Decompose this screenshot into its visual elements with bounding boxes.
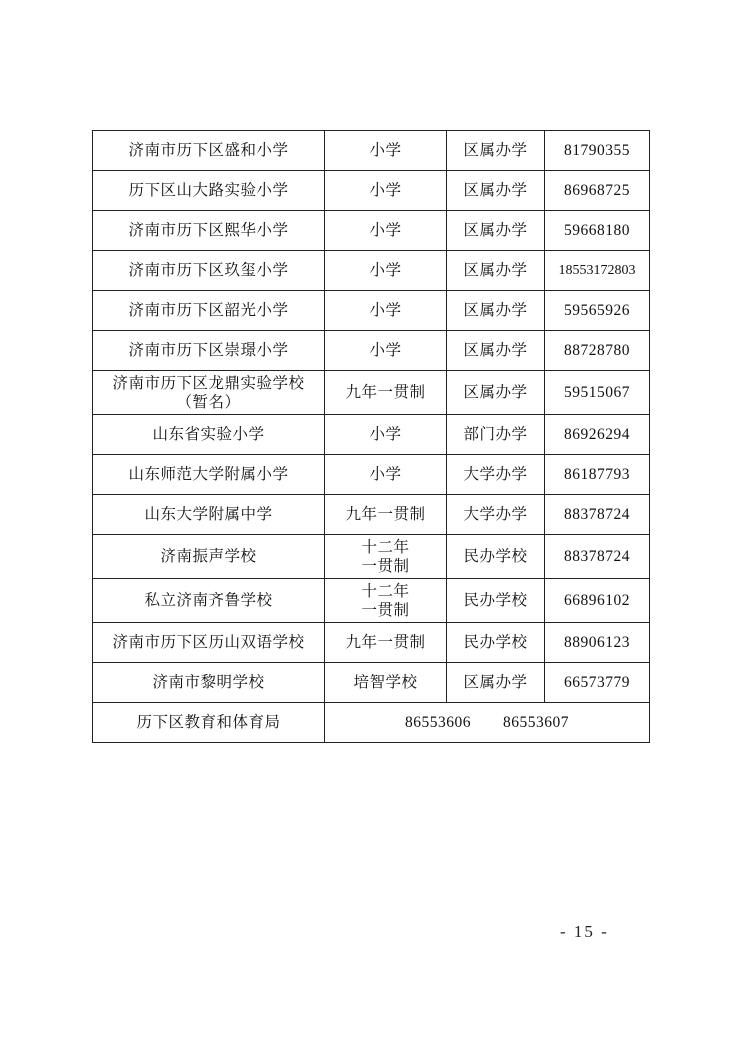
phone-number-cell: 81790355 <box>545 131 650 171</box>
school-kind-cell: 民办学校 <box>447 579 545 623</box>
school-type-line: 小学 <box>369 425 402 443</box>
bureau-row <box>93 703 650 743</box>
school-type-cell <box>325 171 447 211</box>
school-name-cell <box>93 251 325 291</box>
school-type-cell <box>325 291 447 331</box>
table-row <box>93 495 650 535</box>
school-type-line: 一贯制 <box>361 600 410 619</box>
page-number: - 15 - <box>560 922 609 941</box>
school-name-line: 济南市历下区龙鼎实验学校 <box>112 373 305 392</box>
school-type-line: 九年一贯制 <box>345 505 426 523</box>
table-row <box>93 251 650 291</box>
phone-number-cell: 88728780 <box>545 331 650 371</box>
school-kind-cell: 区属办学 <box>447 291 545 331</box>
school-type-cell <box>325 623 447 663</box>
phone-number-cell: 86968725 <box>545 171 650 211</box>
school-name-line: （暂名） <box>176 392 241 411</box>
school-name-cell <box>93 663 325 703</box>
school-name-cell <box>93 291 325 331</box>
school-name-cell <box>93 535 325 579</box>
school-name-line: 山东省实验小学 <box>152 425 265 443</box>
school-type-cell <box>325 331 447 371</box>
table-row <box>93 535 650 579</box>
school-kind-cell: 区属办学 <box>447 251 545 291</box>
school-type-cell <box>325 251 447 291</box>
school-type-line: 十二年 <box>361 581 410 600</box>
school-name-line: 山东大学附属中学 <box>144 505 273 523</box>
school-kind-cell: 大学办学 <box>447 455 545 495</box>
school-contact-table <box>92 130 650 743</box>
school-name-cell <box>93 455 325 495</box>
phone-number-cell: 59515067 <box>545 371 650 415</box>
school-type-line: 小学 <box>369 221 402 239</box>
school-type-cell <box>325 579 447 623</box>
table-row <box>93 415 650 455</box>
phone-number-cell: 88378724 <box>545 495 650 535</box>
school-type-cell <box>325 663 447 703</box>
school-name-cell <box>93 371 325 415</box>
school-type-cell <box>325 415 447 455</box>
school-kind-cell: 部门办学 <box>447 415 545 455</box>
school-type-cell <box>325 495 447 535</box>
school-type-line: 小学 <box>369 141 402 159</box>
table-body <box>93 131 650 743</box>
phone-number-cell: 66896102 <box>545 579 650 623</box>
table-row <box>93 291 650 331</box>
bureau-phone-number: 86553607 <box>503 714 569 731</box>
school-name-line: 济南振声学校 <box>160 547 257 565</box>
phone-number-cell: 18553172803 <box>545 251 650 291</box>
table-row <box>93 171 650 211</box>
school-name-line: 济南市黎明学校 <box>152 673 265 691</box>
school-type-cell <box>325 211 447 251</box>
school-type-cell <box>325 455 447 495</box>
phone-number-cell: 86187793 <box>545 455 650 495</box>
bureau-name-cell: 历下区教育和体育局 <box>93 703 325 743</box>
school-name-cell <box>93 171 325 211</box>
school-kind-cell: 大学办学 <box>447 495 545 535</box>
school-type-line: 一贯制 <box>361 556 410 575</box>
table-row <box>93 663 650 703</box>
phone-number-cell: 66573779 <box>545 663 650 703</box>
school-kind-cell: 区属办学 <box>447 371 545 415</box>
school-name-cell <box>93 415 325 455</box>
school-name-cell <box>93 331 325 371</box>
school-type-line: 小学 <box>369 301 402 319</box>
school-name-cell <box>93 579 325 623</box>
school-name-line: 私立济南齐鲁学校 <box>144 591 273 609</box>
school-type-line: 九年一贯制 <box>345 383 426 401</box>
school-name-cell <box>93 211 325 251</box>
school-type-line: 小学 <box>369 465 402 483</box>
table-row <box>93 579 650 623</box>
school-name-cell <box>93 131 325 171</box>
school-name-cell <box>93 495 325 535</box>
table-row <box>93 211 650 251</box>
table-row <box>93 455 650 495</box>
school-kind-cell: 区属办学 <box>447 331 545 371</box>
school-kind-cell: 民办学校 <box>447 535 545 579</box>
school-type-line: 九年一贯制 <box>345 633 426 651</box>
school-kind-cell: 区属办学 <box>447 663 545 703</box>
phone-number-cell: 59565926 <box>545 291 650 331</box>
school-type-line: 小学 <box>369 181 402 199</box>
bureau-phones-cell <box>325 703 650 743</box>
school-name-line: 山东师范大学附属小学 <box>128 465 289 483</box>
table-row <box>93 131 650 171</box>
school-type-cell <box>325 535 447 579</box>
school-name-line: 济南市历下区崇璟小学 <box>128 341 289 359</box>
school-name-line: 济南市历下区韶光小学 <box>128 301 289 319</box>
phone-number-cell: 59668180 <box>545 211 650 251</box>
school-type-cell <box>325 371 447 415</box>
school-type-line: 十二年 <box>361 537 410 556</box>
school-name-line: 济南市历下区玖玺小学 <box>128 261 289 279</box>
table-row <box>93 371 650 415</box>
school-type-line: 小学 <box>369 341 402 359</box>
phone-number-cell: 88378724 <box>545 535 650 579</box>
school-type-cell <box>325 131 447 171</box>
phone-number-cell: 88906123 <box>545 623 650 663</box>
school-name-line: 济南市历下区盛和小学 <box>128 141 289 159</box>
school-kind-cell: 区属办学 <box>447 211 545 251</box>
school-name-line: 济南市历下区熙华小学 <box>128 221 289 239</box>
school-type-line: 培智学校 <box>353 673 418 691</box>
school-kind-cell: 区属办学 <box>447 171 545 211</box>
school-type-line: 小学 <box>369 261 402 279</box>
table-row <box>93 331 650 371</box>
table-row <box>93 623 650 663</box>
school-name-line: 济南市历下区历山双语学校 <box>112 633 305 651</box>
phone-number-cell: 86926294 <box>545 415 650 455</box>
school-name-line: 历下区山大路实验小学 <box>128 181 289 199</box>
school-kind-cell: 民办学校 <box>447 623 545 663</box>
school-name-cell <box>93 623 325 663</box>
school-kind-cell: 区属办学 <box>447 131 545 171</box>
bureau-phone-number: 86553606 <box>405 714 471 731</box>
